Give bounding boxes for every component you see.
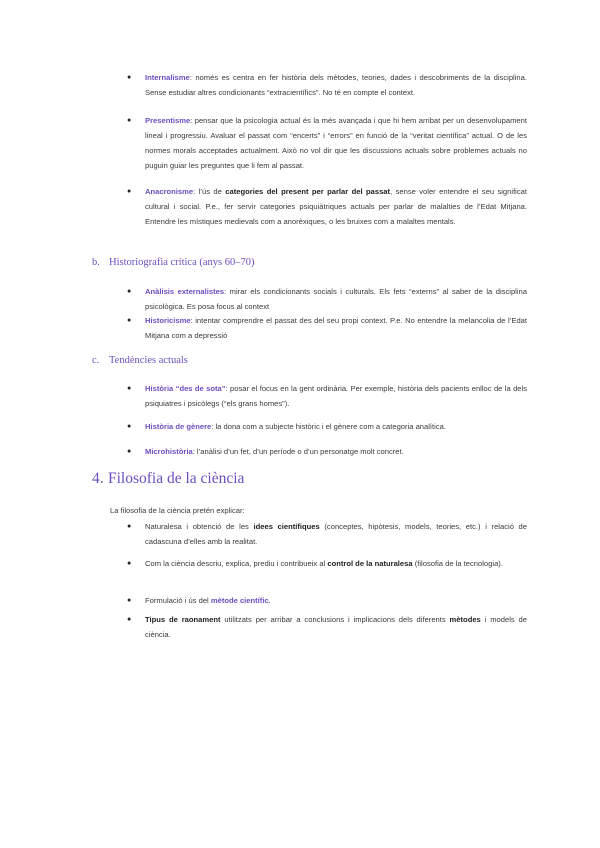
- list-item-tipus-raonament: [127, 612, 527, 642]
- bold-control-naturalesa: control de la naturalesa: [327, 559, 413, 568]
- bullet-icon: ●: [127, 597, 132, 604]
- list-item-microhistoria: [127, 444, 527, 459]
- list-item-metode-cientific: [127, 593, 527, 608]
- term-metode-cientific: mètode científic: [210, 596, 269, 605]
- section-heading-4-number: 4.: [92, 470, 104, 487]
- term-historia-de-genere: Història de gènere: [145, 422, 212, 431]
- list-item-analisis-externalistes: [127, 284, 527, 314]
- term-anacronisme: Anacronisme: [145, 187, 194, 196]
- item4-text-end: i models de ciència.: [145, 615, 527, 639]
- list-item-presentisme: [127, 113, 527, 173]
- subheading-c-letter: c.: [92, 355, 100, 366]
- item3-text-start: Formulació i ús del: [145, 596, 211, 605]
- term-historia-des-de-sota: Història “des de sota”: [145, 384, 226, 393]
- bullet-icon: ●: [127, 117, 132, 124]
- bullet-icon: ●: [127, 385, 132, 392]
- bold-tipus-raonament: Tipus de raonament: [145, 615, 221, 624]
- definition-presentisme: : pensar que la psicologia actual és la més avançada i que hi hem arribat per un desenvolupament lineal i progressiu. Avaluar el passat com “encerts” i “errors” en funció de la “veritat científica” actual. O de les normes morals acceptades actualment. Això no vol dir que les discussions actuals sobre problemes actuals no puguin guiar les preguntes que li fem al passat.: [145, 116, 527, 170]
- bullet-icon: ●: [127, 560, 132, 567]
- item4-text-middle: utilitzats per arribar a conclusions i implicacions dels diferents: [220, 615, 450, 624]
- bullet-icon: ●: [127, 616, 132, 623]
- section-4-intro: La filosofia de la ciència pretén explicar:: [110, 506, 245, 515]
- list-item-internalisme: [127, 70, 527, 100]
- item3-text-end: .: [268, 596, 271, 605]
- bullet-icon: ●: [127, 74, 132, 81]
- bold-metodes: mètodes: [449, 615, 481, 624]
- term-internalisme: Internalisme: [145, 73, 190, 82]
- subheading-b-letter: b.: [92, 257, 100, 268]
- section-heading-4: [92, 470, 244, 488]
- definition-anacronisme-start: : l’ús de: [193, 187, 226, 196]
- term-historicisme: Historicisme: [145, 316, 191, 325]
- definition-historia-des-de-sota: : posar el focus en la gent ordinària. Per exemple, història dels pacients enlloc de la dels psiquiatres i psicòlegs (“els grans homes”).: [145, 384, 527, 408]
- term-microhistoria: Microhistòria: [145, 447, 193, 456]
- bold-categories-present: categories del present per parlar del passat: [225, 187, 391, 196]
- subheading-c: [92, 355, 188, 366]
- item1-text-start: Naturalesa i obtenció de les: [145, 522, 254, 531]
- subheading-c-title: Tendències actuals: [109, 355, 188, 366]
- definition-microhistoria: : l’anàlisi d’un fet, d’un període o d’un personatge molt concret.: [192, 447, 404, 456]
- list-item-historicisme: [127, 313, 527, 343]
- subheading-b-title: Historiografia crítica (anys 60–70): [109, 257, 255, 268]
- bullet-icon: ●: [127, 188, 132, 195]
- list-item-historia-de-genere: [127, 419, 527, 434]
- definition-anacronisme-end: , sense voler entendre el seu significat cultural i social. P.e., fer servir categories psiquiàtriques actuals per parlar de malalties de l’Edat Mitjana. Entendre les místiques medievals com a anorèxiques, o les bruixes com a malaltes mentals.: [145, 187, 527, 226]
- bullet-icon: ●: [127, 317, 132, 324]
- list-item-idees-cientifiques: [127, 519, 528, 549]
- item1-text-end: (conceptes, hipòtesis, models, teories, etc.) i relació de cadascuna d’elles amb la realitat.: [145, 522, 528, 546]
- section-heading-4-title: Filosofia de la ciència: [108, 470, 245, 487]
- definition-analisis-externalistes: : mirar els condicionants socials i culturals. Els fets “externs” al saber de la disciplina psicològica. Es posa focus al context: [145, 287, 527, 311]
- bold-idees-cientifiques: idees científiques: [253, 522, 320, 531]
- item2-text-start: Com la ciència descriu, explica, prediu i contribueix al: [145, 559, 328, 568]
- definition-historicisme: : intentar comprendre el passat des del seu propi context. P.e. No entendre la melancolia de l’Edat Mitjana com a depressió: [145, 316, 527, 340]
- term-analisis-externalistes: Anàlisis externalistes: [145, 287, 225, 296]
- bullet-icon: ●: [127, 523, 132, 530]
- list-item-historia-des-de-sota: [127, 381, 527, 411]
- list-item-anacronisme: [127, 184, 527, 229]
- bullet-icon: ●: [127, 448, 132, 455]
- bullet-icon: ●: [127, 288, 132, 295]
- term-presentisme: Presentisme: [145, 116, 191, 125]
- list-item-control-naturalesa: [127, 556, 527, 571]
- subheading-b: [92, 257, 255, 268]
- bullet-icon: ●: [127, 423, 132, 430]
- definition-historia-de-genere: : la dona com a subjecte històric i el gènere com a categoria analítica.: [211, 422, 446, 431]
- definition-internalisme: : només es centra en fer història dels mètodes, teories, dades i descobriments de la disciplina. Sense estudiar altres condicionants “extracientífics”. No té en compte el context.: [145, 73, 527, 97]
- item2-text-end: (filosofia de la tecnologia).: [412, 559, 503, 568]
